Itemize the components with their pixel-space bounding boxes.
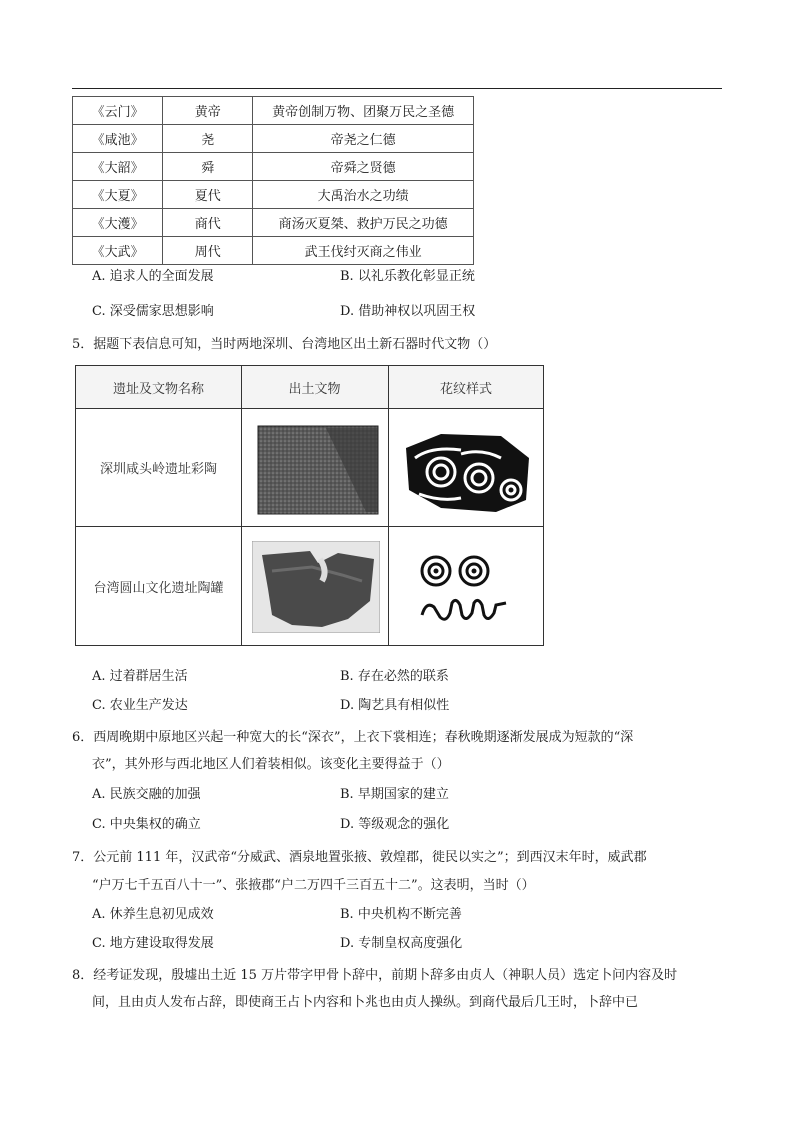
- header-site: 遗址及文物名称: [112, 381, 204, 397]
- table-cell: 《云门》: [73, 97, 163, 125]
- q7-option-a[interactable]: A. 休养生息初见成效: [92, 907, 214, 922]
- table-cell: 《大武》: [73, 237, 163, 265]
- q4-option-b[interactable]: B. 以礼乐教化彰显正统: [340, 269, 475, 284]
- table-cell: 周代: [163, 237, 253, 265]
- table-cell: 《大韶》: [73, 153, 163, 181]
- q6-option-c[interactable]: C. 中央集权的确立: [92, 817, 201, 832]
- q6-option-d[interactable]: D. 等级观念的强化: [340, 817, 450, 832]
- taiwan-pattern-image: [416, 551, 516, 627]
- table-row: [73, 181, 474, 209]
- q6-option-a[interactable]: A. 民族交融的加强: [92, 787, 201, 802]
- table-cell: 舜: [163, 153, 253, 181]
- table-cell: 《咸池》: [73, 125, 163, 153]
- table-cell: 尧: [163, 125, 253, 153]
- q4-option-c[interactable]: C. 深受儒家思想影响: [92, 304, 214, 319]
- table-cell: 帝舜之贤德: [253, 153, 474, 181]
- music-table: [72, 96, 474, 265]
- table-cell: 夏代: [163, 181, 253, 209]
- q5-option-b[interactable]: B. 存在必然的联系: [340, 669, 449, 684]
- header-rule: [72, 88, 722, 89]
- table-row: [73, 237, 474, 265]
- table-cell: 《大夏》: [73, 181, 163, 209]
- taiwan-jar-photo: [252, 541, 380, 633]
- q7-option-b[interactable]: B. 中央机构不断完善: [340, 907, 462, 922]
- q6-stem-line-2: 衣”，其外形与西北地区人们着装相似。该变化主要得益于（）: [92, 757, 450, 772]
- site-shenzhen: 深圳咸头岭遗址彩陶: [99, 461, 217, 477]
- shenzhen-pottery-photo: [256, 424, 380, 516]
- table-cell: 武王伐纣灭商之伟业: [253, 237, 474, 265]
- q7-stem-line-1: 7．公元前 111 年，汉武帝“分威武、酒泉地置张掖、敦煌郡，徙民以实之”；到西汉末年时，威武郡: [72, 850, 647, 865]
- q6-stem-line-1: 6．西周晚期中原地区兴起一种宽大的长“深衣”，上衣下裳相连；春秋晚期逐渐发展成为短款的“深: [72, 730, 634, 745]
- table-cell: 黄帝: [163, 97, 253, 125]
- site-taiwan: 台湾圆山文化遗址陶罐: [93, 580, 224, 596]
- table-row: [73, 97, 474, 125]
- table-cell: 帝尧之仁德: [253, 125, 474, 153]
- table-cell: 黄帝创制万物、团聚万民之圣德: [253, 97, 474, 125]
- table-row: [73, 209, 474, 237]
- table-cell: 商代: [163, 209, 253, 237]
- q8-stem-line-1: 8．经考证发现，殷墟出土近 15 万片带字甲骨卜辞中，前期卜辞多由贞人（神职人员）选定卜问内容及时: [72, 968, 678, 983]
- q5-stem: 5．据题下表信息可知，当时两地深圳、台湾地区出土新石器时代文物（）: [72, 337, 497, 352]
- q7-option-c[interactable]: C. 地方建设取得发展: [92, 936, 214, 951]
- table-row: [73, 125, 474, 153]
- table-cell: 大禹治水之功绩: [253, 181, 474, 209]
- artifact-table: [75, 365, 544, 646]
- table-cell: 商汤灭夏桀、救护万民之功德: [253, 209, 474, 237]
- q5-option-a[interactable]: A. 过着群居生活: [92, 669, 188, 684]
- q4-option-a[interactable]: A. 追求人的全面发展: [92, 269, 214, 284]
- q7-stem-line-2: “户万七千五百八十一”、张掖郡“户二万四千三百五十二”。这表明，当时（）: [92, 878, 535, 893]
- q4-option-d[interactable]: D. 借助神权以巩固王权: [340, 304, 476, 319]
- q6-option-b[interactable]: B. 早期国家的建立: [340, 787, 449, 802]
- q8-stem-line-2: 间，且由贞人发布占辞，即使商王占卜内容和卜兆也由贞人操纵。到商代最后几王时，卜辞中已: [92, 995, 639, 1010]
- q5-option-c[interactable]: C. 农业生产发达: [92, 698, 188, 713]
- q7-option-d[interactable]: D. 专制皇权高度强化: [340, 936, 463, 951]
- header-artifact: 出土文物: [288, 381, 341, 397]
- header-pattern: 花纹样式: [439, 381, 492, 397]
- table-cell: 《大濩》: [73, 209, 163, 237]
- table-row: [73, 153, 474, 181]
- q5-option-d[interactable]: D. 陶艺具有相似性: [340, 698, 450, 713]
- shenzhen-pattern-image: [401, 428, 531, 514]
